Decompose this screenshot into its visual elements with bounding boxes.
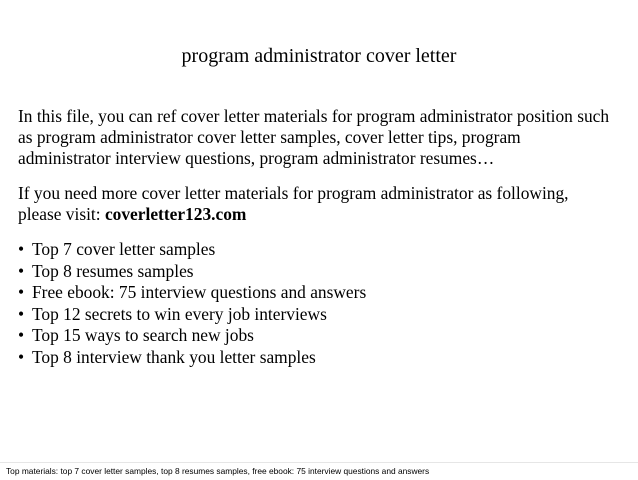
list-item-label: Top 8 interview thank you letter samples	[32, 346, 316, 367]
bullet-icon: •	[18, 282, 25, 303]
bullet-icon: •	[18, 260, 25, 281]
list-item-label: Top 7 cover letter samples	[32, 239, 216, 259]
materials-list	[18, 239, 628, 369]
intro-paragraph	[18, 106, 628, 169]
more-line: If you need more cover letter materials for program administrator as following,	[18, 183, 569, 203]
list-item	[18, 347, 628, 369]
bullet-icon: •	[18, 303, 25, 324]
list-item-label: Free ebook: 75 interview questions and answers	[32, 282, 367, 303]
list-item-label: Top 12 secrets to win every job interviews	[32, 303, 327, 324]
visit-line	[18, 204, 628, 225]
list-item	[18, 325, 628, 347]
footer-text: Top materials: top 7 cover letter samples, top 8 resumes samples, free ebook: 75 interview questions and answers	[6, 466, 430, 476]
list-item	[18, 239, 628, 261]
footer-bar	[0, 462, 638, 480]
list-item-label: Top 15 ways to search new jobs	[32, 325, 254, 346]
bullet-icon: •	[18, 346, 25, 367]
page-title: program administrator cover letter	[181, 45, 457, 67]
intro-line: administrator interview questions, program administrator resumes…	[18, 148, 495, 168]
bullet-icon: •	[18, 239, 25, 259]
list-item	[18, 282, 628, 304]
intro-line: as program administrator cover letter samples, cover letter tips, program	[18, 127, 521, 147]
visit-label: please visit:	[18, 204, 105, 224]
more-materials-paragraph	[18, 183, 628, 225]
bullet-icon: •	[18, 325, 25, 346]
list-item	[18, 261, 628, 283]
intro-line: In this file, you can ref cover letter materials for program administrator position such	[18, 106, 610, 126]
list-item-label: Top 8 resumes samples	[32, 260, 194, 281]
list-item	[18, 304, 628, 326]
site-link[interactable]: coverletter123.com	[104, 204, 247, 224]
